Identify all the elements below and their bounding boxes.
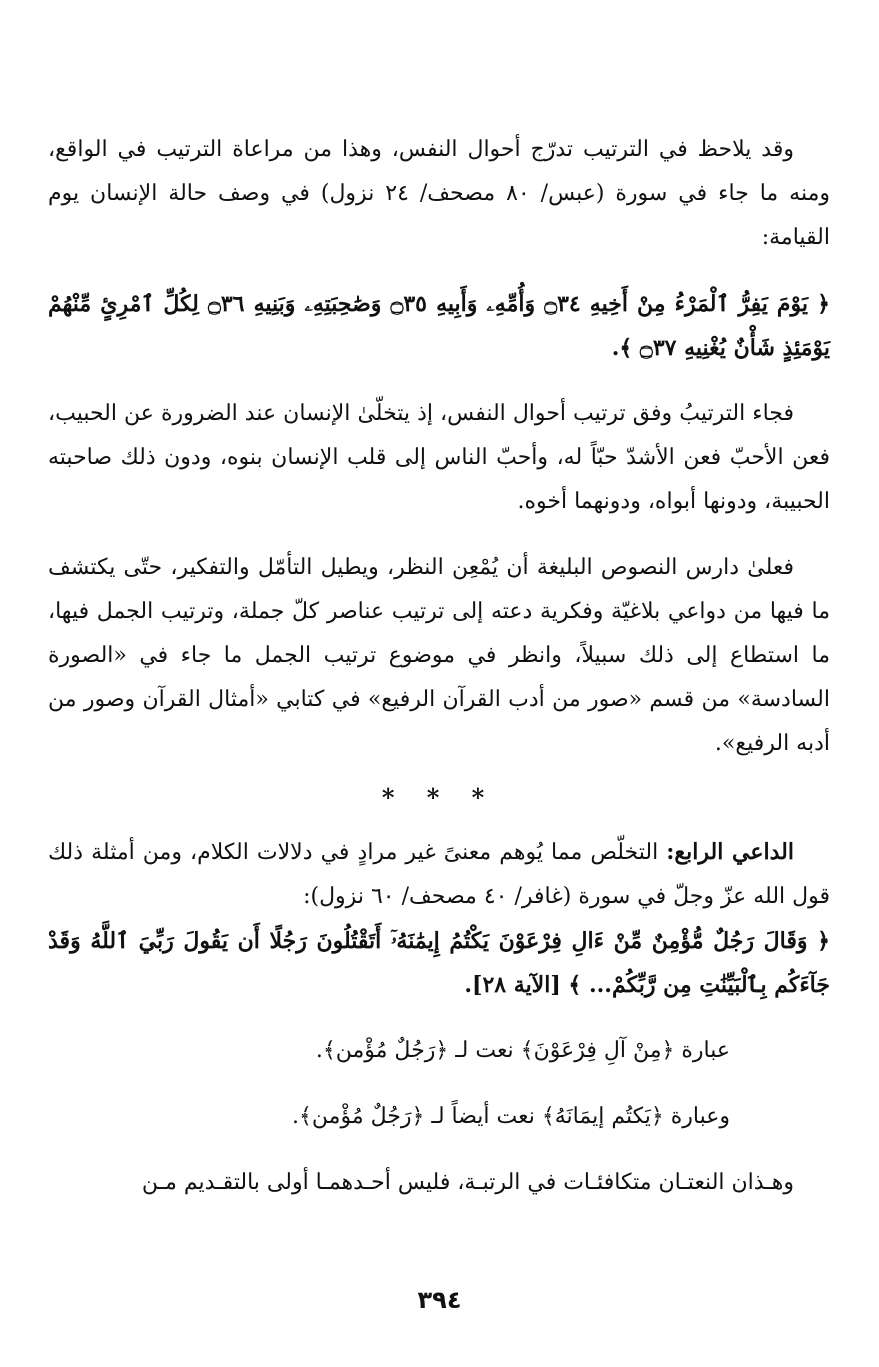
section-divider: * * * bbox=[381, 783, 497, 812]
spacer bbox=[48, 1007, 830, 1029]
paragraph-4 bbox=[48, 830, 830, 919]
paragraph-3: فعلىٰ دارس النصوص البليغة أن يُمْعِن النظر، ويطيل التأمّل والتفكير، حتّى يكتشف ما فيها من دواعي بلاغيّة وفكرية دعته إلى ترتيب عناصر كلّ جملة، وترتيب الجمل فيها، ما استطاع إلى ذلك سبيلاً، وانظر في موضوع ترتيب الجمل ما جاء في «الصورة السادسة» من قسم «صور من أدب القرآن الرفيع» في كتابي «أمثال القرآن وصور من أدبه الرفيع». bbox=[48, 555, 830, 756]
spacer bbox=[48, 1139, 830, 1161]
paragraph-1: وقد يلاحظ في الترتيب تدرّج أحوال النفس، وهذا من مراعاة الترتيب في الواقع، ومنه ما جاء في سورة (عبس/ ٨٠ مصحف/ ٢٤ نزول) في وصف حالة الإنسان يوم القيامة: bbox=[48, 137, 830, 250]
paragraph-4-text: التخلّص مما يُوهم معنىً غير مرادٍ في دلالات الكلام، ومن أمثلة ذلك قول الله عزّ وجلّ في سورة (غافر/ ٤٠ مصحف/ ٦٠ نزول): bbox=[48, 840, 830, 909]
page-body bbox=[48, 128, 830, 1205]
page-number: ٣٩٤ bbox=[417, 1286, 462, 1314]
paragraph-5: وهـذان النعتـان متكافئـات في الرتبـة، فليس أحـدهمـا أولى بالتقـديم مـن bbox=[141, 1170, 794, 1195]
paragraph-2: فجاء الترتيبُ وفق ترتيب أحوال النفس، إذ يتخلّىٰ الإنسان عند الضرورة عن الحبيب، فعن الأحبّ فعن الأشدّ حبّاً له، وأحبّ الناس إلى قلب الإنسان بنوه، ودون ذلك صاحبته الحبيبة، ودونها أبواه، ودونهما أخوه. bbox=[48, 401, 830, 514]
spacer bbox=[48, 524, 830, 546]
spacer bbox=[48, 1073, 830, 1095]
note-line-1: عبارة ﴿مِنْ آلِ فِرْعَوْنَ﴾ نعت لـ ﴿رَجُلٌ مُؤْمن﴾. bbox=[315, 1038, 730, 1063]
spacer bbox=[48, 766, 830, 776]
section-label: الداعي الرابع: bbox=[666, 839, 794, 865]
spacer bbox=[48, 370, 830, 392]
spacer bbox=[48, 260, 830, 282]
quran-verse-abasa: ﴿ يَوْمَ يَفِرُّ ٱلْمَرْءُ مِنْ أَخِيهِ ۝٣٤ وَأُمِّهِۦ وَأَبِيهِ ۝٣٥ وَصَٰحِبَتِهِۦ وَبَنِيهِ ۝٣٦ لِكُلِّ ٱمْرِئٍ مِّنْهُمْ يَوْمَئِذٍ شَأْنٌ يُغْنِيهِ ۝٣٧ ﴾. bbox=[48, 291, 830, 361]
note-line-2: وعبارة ﴿يَكتُم إيمَانَهُ﴾ نعت أيضاً لـ ﴿رَجُلٌ مُؤْمن﴾. bbox=[292, 1104, 730, 1129]
quran-verse-ghafir: ﴿ وَقَالَ رَجُلٌ مُّؤْمِنٌ مِّنْ ءَالِ فِرْعَوْنَ يَكْتُمُ إِيمَٰنَهُۥٓ أَتَقْتُلُونَ رَجُلًا أَن يَقُولَ رَبِّيَ ٱللَّهُ وَقَدْ جَآءَكُم بِٱلْبَيِّنَٰتِ مِن رَّبِّكُمْ... ﴾ [الآية ٢٨]. bbox=[48, 928, 830, 998]
spacer bbox=[48, 820, 830, 830]
